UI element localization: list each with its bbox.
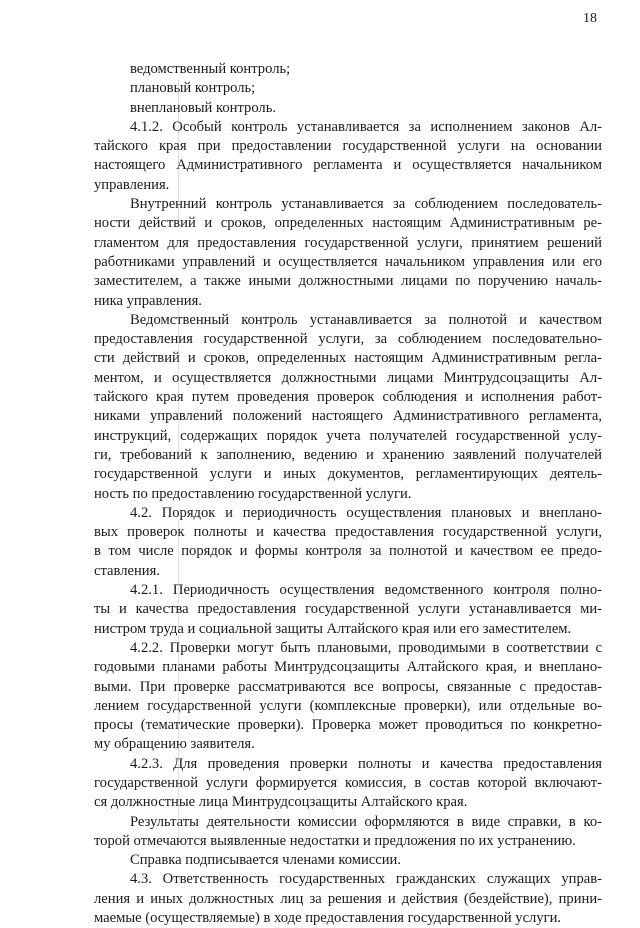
text-line: 4.2. Порядок и периодичность осуществления плановых и внеплано- [130,504,602,521]
text-line: управления. [94,176,170,193]
scan-artifact-line [178,520,179,840]
text-line: годовыми планами работы Минтрудсоцзащиты Алтайского края, и внеплано- [94,659,602,676]
text-line: ги, требований к заполнению, ведению и хранению заявлений получателей [94,446,602,463]
text-line: предоставления государственной услуги, за соблюдением последовательно- [94,331,602,348]
text-line: ся должностные лица Минтрудсоцзащиты Алтайского края. [94,794,468,811]
text-line: ления и иных должностных лиц за решения и действия (бездействие), прини- [94,890,602,907]
text-line: нистром труда и социальной защиты Алтайского края или его заместителем. [94,620,572,637]
text-line: ность по предоставлению государственной услуги. [94,485,412,502]
text-line: Справка подписывается членами комиссии. [130,852,401,869]
text-line: заместителем, а также иными должностными лицами по поручению началь- [94,273,602,290]
text-line: тайского края путем проведения проверок соблюдения и исполнения работ- [94,389,602,406]
scan-artifact-line [178,300,179,460]
text-line: Ведомственный контроль устанавливается за полнотой и качеством [130,311,602,328]
text-line: Внутренний контроль устанавливается за соблюдением последователь- [130,196,602,213]
text-line: вых проверок полноты и качества предоставления государственной услуги, [94,524,602,541]
text-line: просы (тематические проверки). Проверка может проводиться по конкретно- [94,717,602,734]
page-number: 18 [583,11,597,26]
text-line: ведомственный контроль; [130,61,291,77]
text-line: ментом, и осуществляется должностными лицами Минтрудсоцзащиты Ал- [94,369,602,386]
text-line: 4.2.1. Периодичность осуществления ведомственного контроля полно- [130,582,602,599]
text-line: ты и качества предоставления государственной услуги устанавливается ми- [94,601,602,618]
text-line: работниками управлений и осуществляется начальником управления или его [94,253,602,270]
text-line: маемые (осуществляемые) в ходе предоставления государственной услуги. [94,910,562,927]
text-line: выми. При проверке рассматриваются все вопросы, связанные с предостав- [94,678,602,695]
document-body [94,60,602,928]
text-line: 4.1.2. Особый контроль устанавливается за исполнением законов Ал- [130,118,602,135]
text-line: плановый контроль; [130,80,256,97]
scan-artifact-line [178,80,179,220]
text-line: 4.3. Ответственность государственных гражданских служащих управ- [130,871,602,888]
text-line: тайского края при предоставлении государственной услуги на основании [94,138,602,155]
text-line: ставления. [94,562,160,579]
text-line: государственной услуги формируется комиссия, в состав которой включают- [94,774,602,791]
text-line: в том числе порядок и формы контроля за полнотой и качеством ее предо- [94,543,602,560]
text-line: гламентом для предоставления государственной услуги, принятием решений [94,234,602,251]
text-line: лением государственной услуги (комплексные проверки), или отдельные во- [94,697,602,714]
text-line: государственной услуги и иных документов, регламентирующих деятель- [94,466,602,483]
text-line: ника управления. [94,292,202,309]
text-line: инструкций, содержащих порядок учета получателей государственной услу- [94,427,602,444]
text-line: ности действий и сроков, определенных настоящим Административным ре- [94,215,602,232]
text-line: никами управлений положений настоящего Административного регламента, [94,408,602,425]
text-line: 4.2.2. Проверки могут быть плановыми, проводимыми в соответствии с [130,639,602,656]
text-line: сти действий и сроков, определенных настоящим Административным регла- [94,350,602,367]
text-line: настоящего Административного регламента и осуществляется начальником [94,157,602,174]
text-line: внеплановый контроль. [130,99,277,116]
text-line: торой отмечаются выявленные недостатки и предложения по их устранению. [94,832,576,849]
text-line: 4.2.3. Для проведения проверки полноты и качества предоставления [130,755,602,772]
text-line: му обращению заявителя. [94,736,255,753]
text-line: Результаты деятельности комиссии оформляются в виде справки, в ко- [130,813,602,830]
